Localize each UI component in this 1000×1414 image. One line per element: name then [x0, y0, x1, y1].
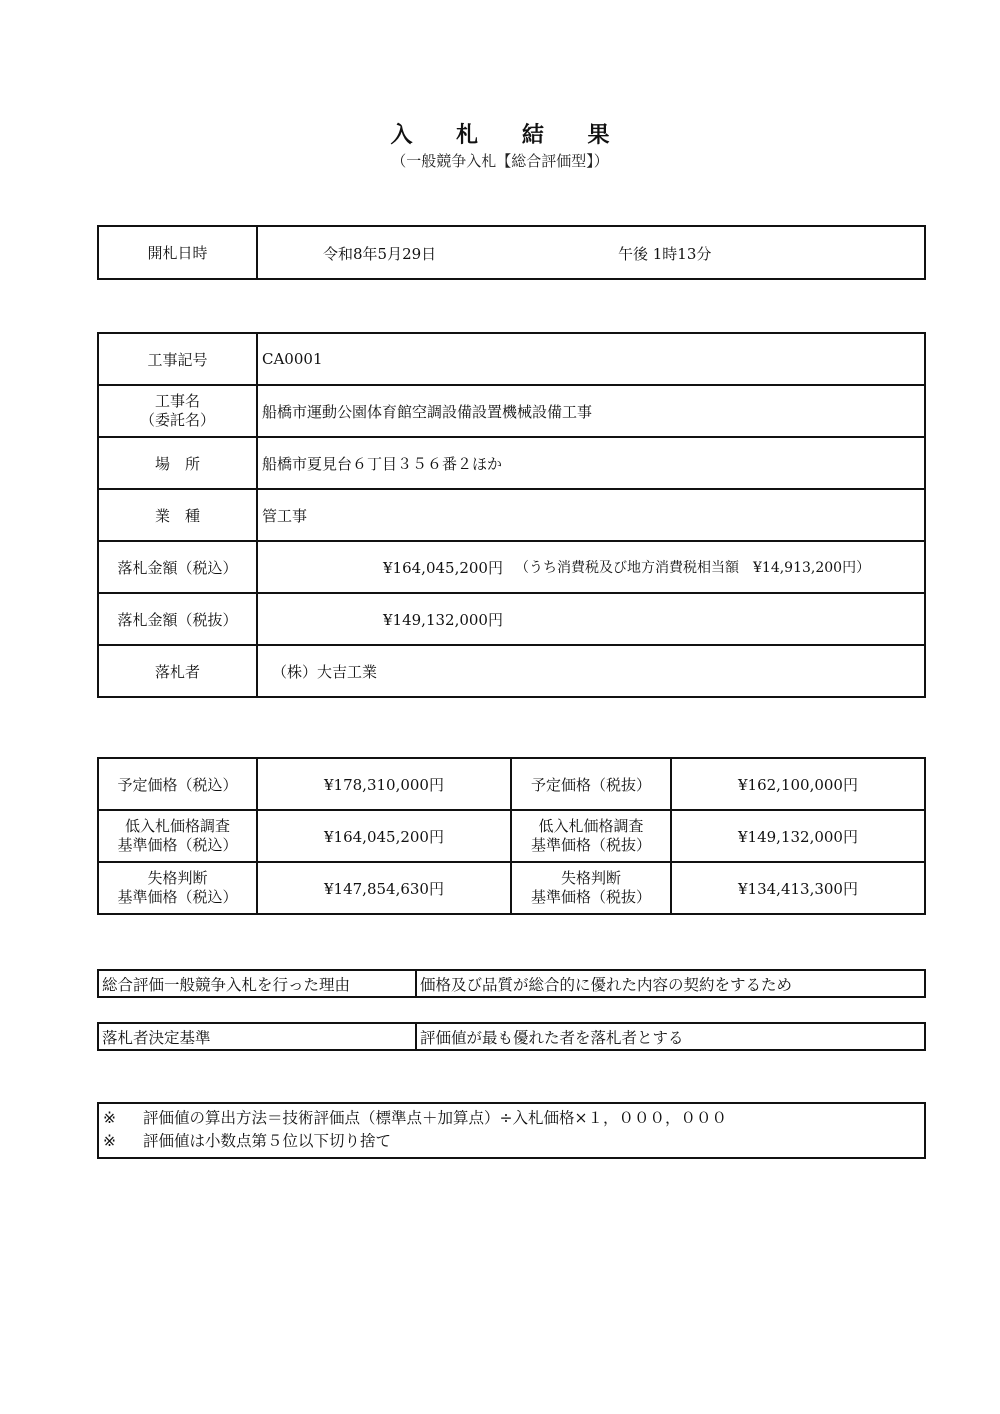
table-row: [98, 645, 925, 697]
winner-label: 落札者: [98, 645, 257, 697]
table-row: [98, 489, 925, 541]
opening-table: [97, 225, 926, 280]
criteria-table: [97, 1022, 926, 1051]
criteria-label: 落札者決定基準: [98, 1023, 416, 1050]
table-row: [98, 1023, 925, 1050]
industry-label: 業 種: [98, 489, 257, 541]
award-excl-cell: [257, 593, 925, 645]
disq-incl-label-line1: 失格判断: [147, 869, 208, 888]
award-excl: ¥149,132,000円: [383, 611, 503, 629]
low-excl-label: [511, 810, 671, 862]
disq-incl: ¥147,854,630円: [257, 862, 511, 914]
project-name-label-line1: 工事名: [154, 392, 200, 411]
details-table: [97, 332, 926, 698]
disq-excl-label-line1: 失格判断: [560, 869, 621, 888]
criteria-value: 評価値が最も優れた者を落札者とする: [416, 1023, 925, 1050]
project-name: 船橋市運動公園体育館空調設備設置機械設備工事: [257, 385, 925, 437]
award-incl-label: 落札金額（税込）: [98, 541, 257, 593]
table-row: [98, 810, 925, 862]
low-excl: ¥149,132,000円: [671, 810, 925, 862]
page-subtitle: （一般競争入札【総合評価型】）: [391, 152, 609, 170]
disq-incl-label-line2: 基準価格（税込）: [117, 888, 238, 906]
award-incl-cell: [257, 541, 925, 593]
winner: （株）大吉工業: [257, 645, 925, 697]
award-excl-label: 落札金額（税抜）: [98, 593, 257, 645]
planned-incl-label: 予定価格（税込）: [98, 758, 257, 810]
opening-date: 令和8年5月29日: [323, 245, 437, 263]
note-mark: ※: [103, 1109, 116, 1127]
table-row: [98, 333, 925, 385]
disq-incl-label: [98, 862, 257, 914]
planned-excl: ¥162,100,000円: [671, 758, 925, 810]
reason-table: [97, 969, 926, 998]
project-name-label: [98, 385, 257, 437]
industry: 管工事: [257, 489, 925, 541]
note-text-1: 評価値の算出方法＝技術評価点（標準点＋加算点）÷入札価格×１，０００，０００: [143, 1109, 727, 1127]
project-no: CA0001: [257, 333, 925, 385]
award-incl-tax-note: （うち消費税及び地方消費税相当額 ¥14,913,200円）: [515, 560, 871, 576]
disq-excl-label-line2: 基準価格（税抜）: [530, 888, 651, 906]
notes-box: [97, 1102, 926, 1159]
page-title: 入 札 結 果: [390, 122, 628, 148]
low-excl-label-line1: 低入札価格調査: [538, 817, 644, 836]
location: 船橋市夏見台６丁目３５６番２ほか: [257, 437, 925, 489]
note-text-2: 評価値は小数点第５位以下切り捨て: [143, 1132, 392, 1150]
table-row: [98, 541, 925, 593]
low-incl-label-line1: 低入札価格調査: [124, 817, 230, 836]
low-incl: ¥164,045,200円: [257, 810, 511, 862]
table-row: [98, 862, 925, 914]
disq-excl-label: [511, 862, 671, 914]
table-row: [98, 758, 925, 810]
opening-time: 午後 1時13分: [618, 245, 712, 263]
low-incl-label-line2: 基準価格（税込）: [117, 836, 238, 854]
table-row: [98, 593, 925, 645]
low-incl-label: [98, 810, 257, 862]
price-table: [97, 757, 926, 915]
planned-incl: ¥178,310,000円: [257, 758, 511, 810]
reason-label: 総合評価一般競争入札を行った理由: [98, 970, 416, 997]
note-line-2: [103, 1130, 920, 1153]
award-incl: ¥164,045,200円: [383, 559, 503, 577]
opening-value-cell: [257, 226, 925, 279]
opening-label: 開札日時: [98, 226, 257, 279]
low-excl-label-line2: 基準価格（税抜）: [530, 836, 651, 854]
table-row: [98, 437, 925, 489]
reason-value: 価格及び品質が総合的に優れた内容の契約をするため: [416, 970, 925, 997]
disq-excl: ¥134,413,300円: [671, 862, 925, 914]
location-label: 場 所: [98, 437, 257, 489]
project-name-label-line2: （委託名）: [139, 411, 215, 429]
note-mark: ※: [103, 1132, 116, 1150]
project-no-label: 工事記号: [98, 333, 257, 385]
note-line-1: [103, 1107, 920, 1130]
table-row: [98, 970, 925, 997]
planned-excl-label: 予定価格（税抜）: [511, 758, 671, 810]
table-row: [98, 385, 925, 437]
